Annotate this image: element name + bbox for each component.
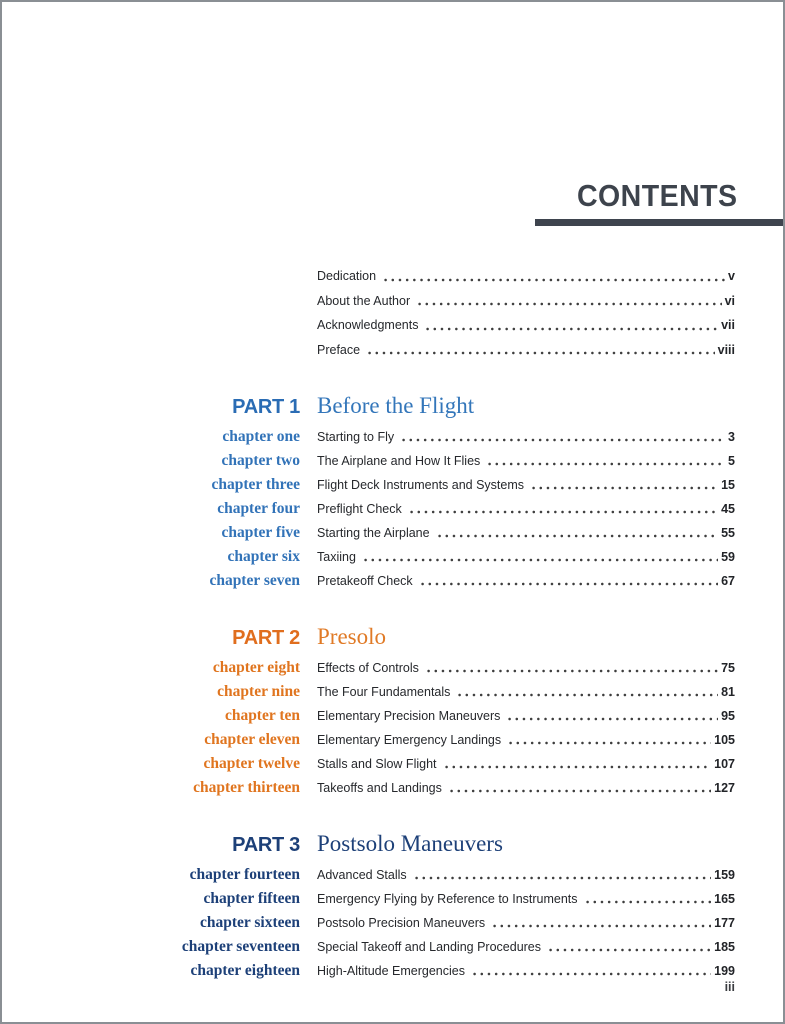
part-label: PART 1 [232, 396, 300, 418]
part-title: Before the Flight [317, 393, 475, 418]
front-matter-row [52, 313, 735, 338]
chapter-title: Emergency Flying by Reference to Instruments [317, 892, 578, 906]
front-matter-row [52, 289, 735, 314]
entry-page-number: v [728, 269, 735, 283]
chapter-row [52, 497, 735, 521]
dot-leader [486, 449, 725, 473]
chapter-label: chapter fifteen [203, 890, 300, 907]
chapter-page-number: 67 [721, 574, 735, 588]
dot-leader [436, 521, 719, 545]
dot-leader [366, 338, 715, 363]
parts-list [52, 388, 735, 983]
part-title: Presolo [317, 624, 386, 649]
dot-leader [419, 569, 718, 593]
part-heading [52, 388, 735, 425]
part-title: Postsolo Maneuvers [317, 831, 503, 856]
folio-page-number: iii [724, 980, 735, 994]
title-rule [535, 219, 783, 226]
dot-leader [408, 497, 718, 521]
entry-title: Preface [317, 342, 361, 357]
dot-leader [416, 289, 721, 314]
chapter-label: chapter eight [212, 659, 300, 676]
chapter-row [52, 959, 735, 983]
entry-title: Dedication [317, 269, 377, 283]
chapter-title: Takeoffs and Landings [317, 781, 442, 795]
chapter-row [52, 569, 735, 593]
chapter-page-number: 45 [721, 502, 735, 516]
chapter-label: chapter one [222, 428, 300, 445]
chapter-title: Flight Deck Instruments and Systems [317, 478, 525, 492]
chapter-title: Effects of Controls [317, 661, 419, 675]
chapter-label: chapter seven [209, 572, 300, 589]
part-label: PART 2 [232, 627, 300, 649]
chapter-title: High-Altitude Emergencies [317, 964, 465, 978]
chapter-title: Stalls and Slow Flight [317, 757, 437, 771]
chapter-row [52, 863, 735, 887]
chapter-label: chapter seventeen [181, 938, 300, 955]
chapter-row [52, 656, 735, 680]
chapter-label: chapter two [221, 452, 300, 469]
chapter-page-number: 15 [721, 478, 735, 492]
front-matter-row [52, 338, 735, 363]
chapter-title: The Airplane and How It Flies [317, 454, 481, 468]
dot-leader [471, 959, 711, 983]
chapter-row [52, 680, 735, 704]
part-heading [52, 619, 735, 656]
chapter-label: chapter ten [224, 707, 300, 724]
chapter-row [52, 425, 735, 449]
chapter-title: Starting to Fly [317, 430, 395, 444]
chapter-page-number: 159 [714, 868, 735, 882]
entry-page-number: vi [724, 293, 735, 308]
dot-leader [547, 935, 711, 959]
chapter-title: Starting the Airplane [317, 526, 430, 540]
toc-body [52, 264, 735, 983]
dot-leader [443, 752, 712, 776]
chapter-label: chapter six [227, 548, 300, 565]
chapter-label: chapter fourteen [189, 866, 300, 883]
chapter-row [52, 776, 735, 800]
chapter-title: Taxiing [317, 550, 356, 564]
dot-leader [413, 863, 712, 887]
entry-title: Acknowledgments [317, 318, 419, 332]
chapter-label: chapter eleven [204, 731, 300, 748]
chapter-row [52, 449, 735, 473]
chapter-label: chapter nine [217, 683, 300, 700]
chapter-page-number: 177 [714, 916, 735, 930]
chapter-page-number: 3 [728, 430, 735, 444]
chapter-row [52, 704, 735, 728]
entry-page-number: viii [717, 342, 735, 357]
dot-leader [456, 680, 718, 704]
part-section [52, 619, 735, 800]
entry-page-number: vii [721, 318, 735, 332]
chapter-label: chapter three [211, 476, 300, 493]
chapter-title: The Four Fundamentals [317, 685, 451, 699]
chapter-list [52, 656, 735, 800]
chapter-page-number: 81 [721, 685, 735, 699]
chapter-page-number: 185 [714, 940, 735, 954]
dot-leader [506, 704, 718, 728]
chapter-page-number: 55 [721, 526, 735, 540]
front-matter-list [52, 264, 735, 362]
chapter-list [52, 425, 735, 593]
page-title: CONTENTS [576, 178, 737, 213]
dot-leader [584, 887, 712, 911]
chapter-title: Special Takeoff and Landing Procedures [317, 940, 542, 954]
chapter-page-number: 127 [714, 781, 735, 795]
dot-leader [507, 728, 711, 752]
entry-title: About the Author [317, 293, 411, 308]
dot-leader [382, 264, 725, 289]
chapter-row [52, 935, 735, 959]
chapter-title: Advanced Stalls [317, 868, 407, 882]
chapter-page-number: 165 [714, 892, 735, 906]
dot-leader [362, 545, 718, 569]
chapter-title: Elementary Emergency Landings [317, 733, 502, 747]
dot-leader [400, 425, 725, 449]
dot-leader [425, 656, 718, 680]
chapter-page-number: 107 [714, 757, 735, 771]
dot-leader [530, 473, 718, 497]
chapter-row [52, 521, 735, 545]
chapter-title: Postsolo Precision Maneuvers [317, 916, 486, 930]
chapter-page-number: 95 [721, 709, 735, 723]
dot-leader [448, 776, 711, 800]
chapter-list [52, 863, 735, 983]
chapter-label: chapter eighteen [190, 962, 300, 979]
part-label: PART 3 [232, 834, 300, 856]
chapter-row [52, 887, 735, 911]
chapter-page-number: 5 [728, 454, 735, 468]
chapter-label: chapter four [217, 500, 300, 517]
chapter-label: chapter sixteen [199, 914, 300, 931]
chapter-title: Elementary Precision Maneuvers [317, 709, 501, 723]
chapter-title: Pretakeoff Check [317, 574, 413, 588]
chapter-label: chapter twelve [203, 755, 300, 772]
chapter-row [52, 911, 735, 935]
part-section [52, 388, 735, 593]
chapter-page-number: 105 [714, 733, 735, 747]
chapter-page-number: 75 [721, 661, 735, 675]
dot-leader [491, 911, 711, 935]
chapter-page-number: 59 [721, 550, 735, 564]
chapter-row [52, 545, 735, 569]
chapter-page-number: 199 [714, 964, 735, 978]
part-heading [52, 826, 735, 863]
front-matter-row [52, 264, 735, 289]
chapter-row [52, 728, 735, 752]
chapter-label: chapter five [221, 524, 300, 541]
chapter-row [52, 752, 735, 776]
chapter-title: Preflight Check [317, 502, 402, 516]
part-section [52, 826, 735, 983]
chapter-label: chapter thirteen [193, 779, 300, 796]
dot-leader [424, 313, 718, 338]
chapter-row [52, 473, 735, 497]
